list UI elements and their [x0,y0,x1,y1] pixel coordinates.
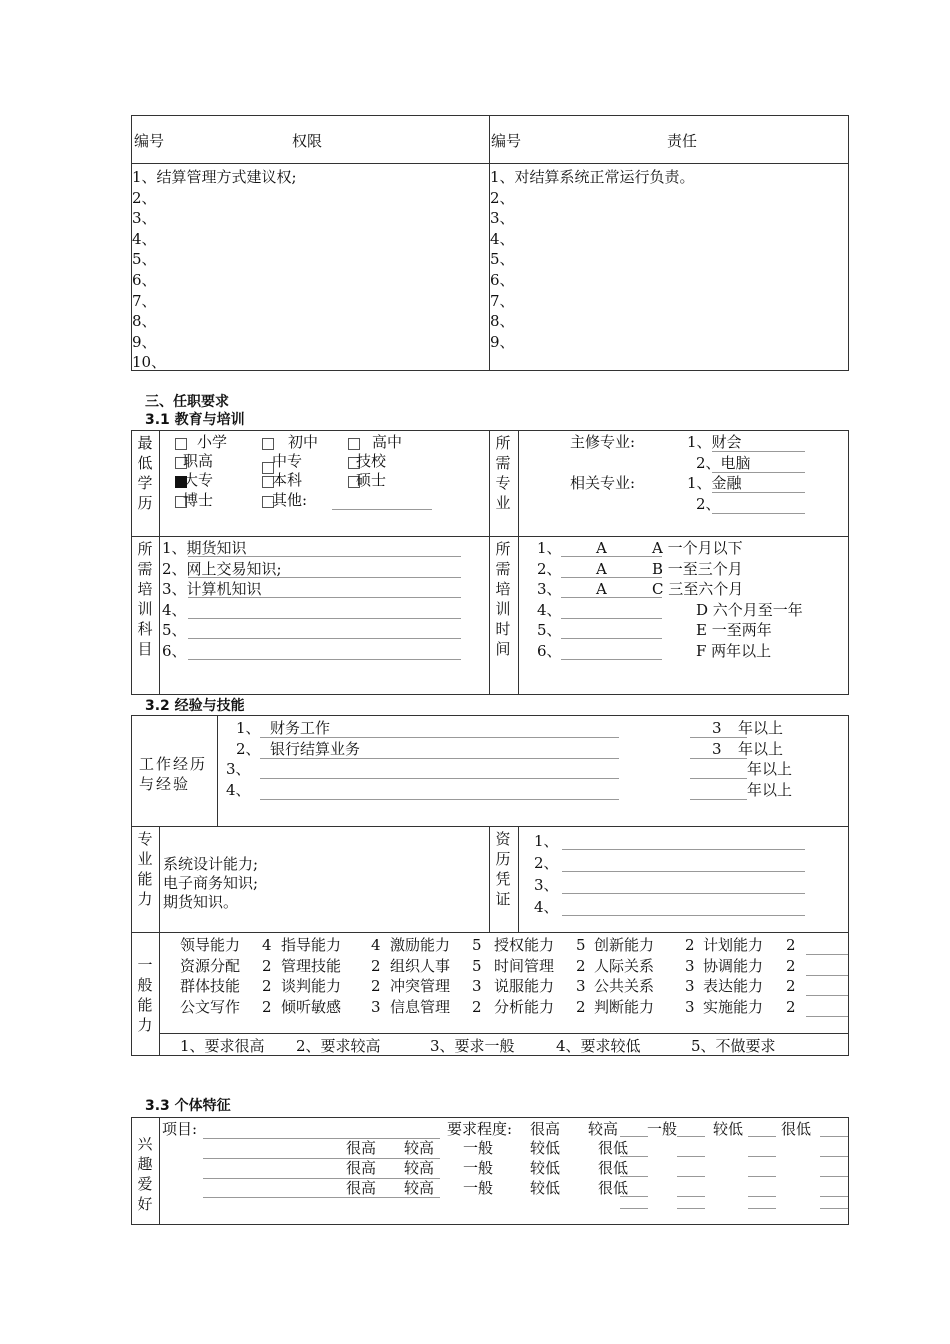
ability-name: 组织人事 [390,956,451,975]
ability-name: 激励能力 [390,936,451,954]
section-title: 三、任职要求 [145,394,229,410]
degree-option: 一般 [463,1139,494,1157]
fill-line [712,472,805,473]
degree-line[interactable] [677,1208,705,1209]
ability-level: 5 [472,956,482,975]
col-line [489,826,490,932]
ability-level: 2 [371,956,381,975]
ability-level: 3 [371,997,381,1016]
degree-option: 很高 [346,1159,377,1177]
right-header-title: 责任 [667,132,698,150]
degree-option: 一般 [463,1179,494,1197]
col-line [489,430,490,695]
ability-level: 3 [685,956,695,975]
training-subject: 2、网上交易知识; [162,559,282,578]
cert-line[interactable] [562,893,805,894]
experience-years: 3 [712,719,722,737]
responsibility-item: 5、 [490,250,515,269]
degree-option: 很高 [346,1179,377,1197]
ability-level: 2 [262,997,272,1016]
training-subject-line[interactable] [188,659,461,660]
authority-item: 2、 [132,188,157,207]
col-line [518,430,519,695]
ability-name: 判断能力 [594,997,655,1016]
professional-line-2: 电子商务知识; [163,874,259,892]
ability-name: 授权能力 [494,936,555,954]
training-subject: 1、期货知识 [162,539,247,557]
ability-level: 2 [786,936,796,954]
cert-item: 1、 [534,832,559,850]
degree-line[interactable] [820,1176,848,1177]
main-major-label: 主修专业: [570,433,636,451]
training-time-no: 1、 [537,539,562,557]
fill-line [712,492,805,493]
row-line [159,1033,849,1034]
ability-name: 实施能力 [703,997,764,1016]
ability-level: 4 [371,936,381,954]
checkbox-icon[interactable] [262,438,274,450]
ability-name: 分析能力 [494,997,555,1016]
degree-line[interactable] [677,1196,705,1197]
authority-header-line [131,163,849,164]
ability-legend-item: 4、要求较低 [556,1037,641,1055]
ability-level: 3 [685,977,695,996]
professional-line-1: 系统设计能力; [163,855,259,873]
degree-option: 很低 [598,1179,629,1197]
experience-years-line[interactable] [690,778,747,779]
responsibility-item: 1、对结算系统正常运行负责。 [490,168,695,186]
professional-line-3: 期货知识。 [163,893,239,911]
training-time-label: 所需培训时间 [495,540,511,658]
ability-level: 2 [371,977,381,996]
training-subject-line[interactable] [188,556,461,557]
ability-name: 倾听敏感 [281,997,342,1016]
degree-line[interactable] [620,1136,648,1137]
left-header-title: 权限 [292,132,323,150]
authority-item: 4、 [132,229,157,248]
ability-name: 指导能力 [281,936,342,954]
degree-line[interactable] [677,1136,705,1137]
degree-line[interactable] [748,1208,776,1209]
ability-level: 5 [472,936,482,954]
training-time-line[interactable] [561,577,662,578]
col-line [159,826,160,1056]
ability-name: 创新能力 [594,936,655,954]
checkbox-icon[interactable] [348,438,360,450]
training-time-no: 6、 [537,642,562,660]
cert-item: 4、 [534,898,559,916]
degree-line[interactable] [677,1176,705,1177]
subsection-personal: 3.3 个体特征 [145,1098,231,1114]
ability-name: 时间管理 [494,956,555,975]
experience-line[interactable] [260,799,619,800]
experience-unit: 年以上 [747,780,793,799]
authority-item: 7、 [132,291,157,310]
training-subject-line[interactable] [188,638,461,639]
degree-header: 一般 [647,1120,678,1138]
ability-legend-item: 5、不做要求 [691,1037,776,1055]
responsibility-item: 3、 [490,209,515,228]
training-time-legend: E 一至两年 [696,621,772,640]
degree-line[interactable] [748,1176,776,1177]
degree-option: 较低 [530,1139,561,1157]
ability-line[interactable] [806,995,848,996]
ability-name: 表达能力 [703,977,764,996]
training-time-line[interactable] [561,638,662,639]
ability-legend-item: 2、要求较高 [296,1037,381,1055]
fill-line [712,513,805,514]
experience-years: 3 [712,739,722,758]
training-time-value: A [596,539,607,557]
degree-line[interactable] [820,1208,848,1209]
degree-line[interactable] [620,1156,648,1157]
degree-header: 很低 [781,1120,812,1138]
major-label: 所需专业 [495,434,511,512]
training-subject-line[interactable] [188,618,461,619]
row-line [131,826,849,827]
col-line [518,826,519,932]
degree-line[interactable] [748,1136,776,1137]
experience-line[interactable] [260,778,619,779]
degree-line[interactable] [820,1196,848,1197]
ability-name: 人际关系 [594,956,655,975]
ability-name: 管理技能 [281,956,342,975]
experience-text: 财务工作 [270,719,331,737]
ability-level: 2 [576,997,586,1016]
degree-line[interactable] [748,1196,776,1197]
fill-line [712,451,805,452]
ability-line[interactable] [806,975,848,976]
col-line [159,1117,160,1225]
experience-unit: 年以上 [738,719,784,737]
responsibility-item: 9、 [490,332,515,351]
ability-level: 3 [685,997,695,1016]
ability-name: 谈判能力 [281,977,342,996]
authority-item: 8、 [132,312,157,331]
experience-label: 工作经历与经验 [139,755,208,793]
authority-item: 5、 [132,250,157,269]
cert-line[interactable] [562,915,805,916]
training-time-legend: D 六个月至一年 [696,600,803,619]
degree-line[interactable] [677,1156,705,1157]
degree-line[interactable] [620,1176,648,1177]
training-subject-line[interactable] [188,577,461,578]
training-time-value: A [596,559,607,578]
ability-level: 2 [786,956,796,975]
ability-name: 资源分配 [180,956,241,975]
training-time-no: 4、 [537,600,562,619]
ability-level: 5 [576,936,586,954]
authority-item: 3、 [132,209,157,228]
degree-option: 很低 [598,1139,629,1157]
degree-label: 要求程度: [447,1120,513,1138]
degree-option: 较高 [404,1139,435,1157]
other-input[interactable] [332,509,432,510]
experience-years-line[interactable] [690,758,747,759]
training-subject: 3、计算机知识 [162,580,262,599]
training-time-legend: B 一至三个月 [652,559,743,578]
hobby-label: 兴趣爱好 [137,1135,153,1213]
experience-unit: 年以上 [747,760,793,779]
training-time-legend: A 一个月以下 [652,539,743,557]
experience-no: 4、 [226,780,251,799]
degree-header: 很高 [530,1120,561,1138]
responsibility-item: 4、 [490,229,515,248]
degree-option: 较高 [404,1179,435,1197]
left-header-no: 编号 [134,132,165,150]
ability-level: 2 [472,997,482,1016]
ability-name: 计划能力 [703,936,764,954]
training-subject: 5、 [162,621,187,640]
training-time-no: 3、 [537,580,562,599]
ability-name: 说服能力 [494,977,555,996]
cert-line[interactable] [562,871,805,872]
authority-item: 10、 [132,353,167,372]
subsection-experience: 3.2 经验与技能 [145,698,245,714]
right-header-no: 编号 [491,132,522,150]
experience-line[interactable] [260,737,619,738]
degree-line[interactable] [620,1208,648,1209]
degree-option: 较低 [530,1179,561,1197]
training-time-value: A [596,580,607,599]
ability-level: 2 [576,956,586,975]
checkbox-icon[interactable] [175,438,187,450]
degree-header: 较低 [713,1120,744,1138]
training-time-no: 5、 [537,621,562,640]
degree-option: 很低 [598,1159,629,1177]
col-line [159,430,160,695]
related-major-1: 1、金融 [687,474,742,492]
ability-line[interactable] [806,1016,848,1017]
col-line [217,715,218,826]
authority-item: 6、 [132,271,157,289]
degree-line[interactable] [820,1156,848,1157]
degree-option: 较高 [404,1159,435,1177]
ability-line[interactable] [806,954,848,955]
experience-no: 1、 [236,719,261,737]
experience-no: 3、 [226,760,251,779]
training-time-no: 2、 [537,559,562,578]
related-major-label: 相关专业: [570,474,636,492]
degree-option: 很高 [346,1139,377,1157]
training-subject: 4、 [162,600,187,619]
ability-level: 2 [685,936,695,954]
training-subjects-label: 所需培训科目 [137,540,153,658]
training-time-legend: C 三至六个月 [652,580,744,599]
degree-option: 较低 [530,1159,561,1177]
degree-line[interactable] [620,1196,648,1197]
row-line [131,932,849,933]
training-subject-line[interactable] [188,597,461,598]
item-line[interactable] [203,1197,440,1198]
main-major-1: 1、财会 [687,433,742,451]
ability-name: 公共关系 [594,977,655,996]
ability-name: 领导能力 [180,936,241,954]
ability-legend-item: 3、要求一般 [430,1037,515,1055]
ability-level: 2 [786,997,796,1016]
responsibility-item: 7、 [490,291,515,310]
experience-line[interactable] [260,758,619,759]
ability-name: 信息管理 [390,997,451,1016]
degree-line[interactable] [820,1136,848,1137]
edu-label: 最低学历 [137,434,153,512]
ability-level: 3 [472,977,482,996]
experience-no: 2、 [236,739,261,758]
responsibility-item: 8、 [490,312,515,331]
ability-level: 2 [262,977,272,996]
ability-name: 冲突管理 [390,977,451,996]
ability-name: 协调能力 [703,956,764,975]
training-time-line[interactable] [561,618,662,619]
training-time-line[interactable] [561,597,662,598]
ability-name: 公文写作 [180,997,241,1016]
experience-unit: 年以上 [738,739,784,758]
experience-text: 银行结算业务 [270,739,361,758]
cert-label: 资历凭证 [495,830,511,908]
ability-level: 2 [786,977,796,996]
cert-item: 3、 [534,876,559,894]
degree-header: 较高 [588,1120,619,1138]
experience-years-line[interactable] [690,737,747,738]
ability-name: 群体技能 [180,977,241,996]
training-subject: 6、 [162,642,187,660]
ability-level: 2 [262,956,272,975]
training-time-line[interactable] [561,556,662,557]
responsibility-item: 6、 [490,271,515,289]
professional-label: 专业能力 [137,830,153,908]
degree-option: 一般 [463,1159,494,1177]
degree-line[interactable] [748,1156,776,1157]
related-major-2: 2、 [696,495,721,513]
general-ability-label: 一般能力 [137,956,153,1034]
cert-line[interactable] [562,849,805,850]
training-time-legend: F 两年以上 [696,642,772,660]
ability-level: 3 [576,977,586,996]
row-line [131,536,849,537]
experience-years-line[interactable] [690,799,747,800]
authority-item: 1、结算管理方式建议权; [132,168,297,186]
subsection-education: 3.1 教育与培训 [145,412,245,428]
authority-item: 9、 [132,332,157,351]
responsibility-item: 2、 [490,188,515,207]
item-label: 项目: [162,1120,198,1138]
main-major-2: 2、电脑 [696,454,751,472]
ability-level: 4 [262,936,272,954]
cert-item: 2、 [534,854,559,872]
training-time-line[interactable] [561,659,662,660]
ability-legend-item: 1、要求很高 [180,1037,265,1055]
